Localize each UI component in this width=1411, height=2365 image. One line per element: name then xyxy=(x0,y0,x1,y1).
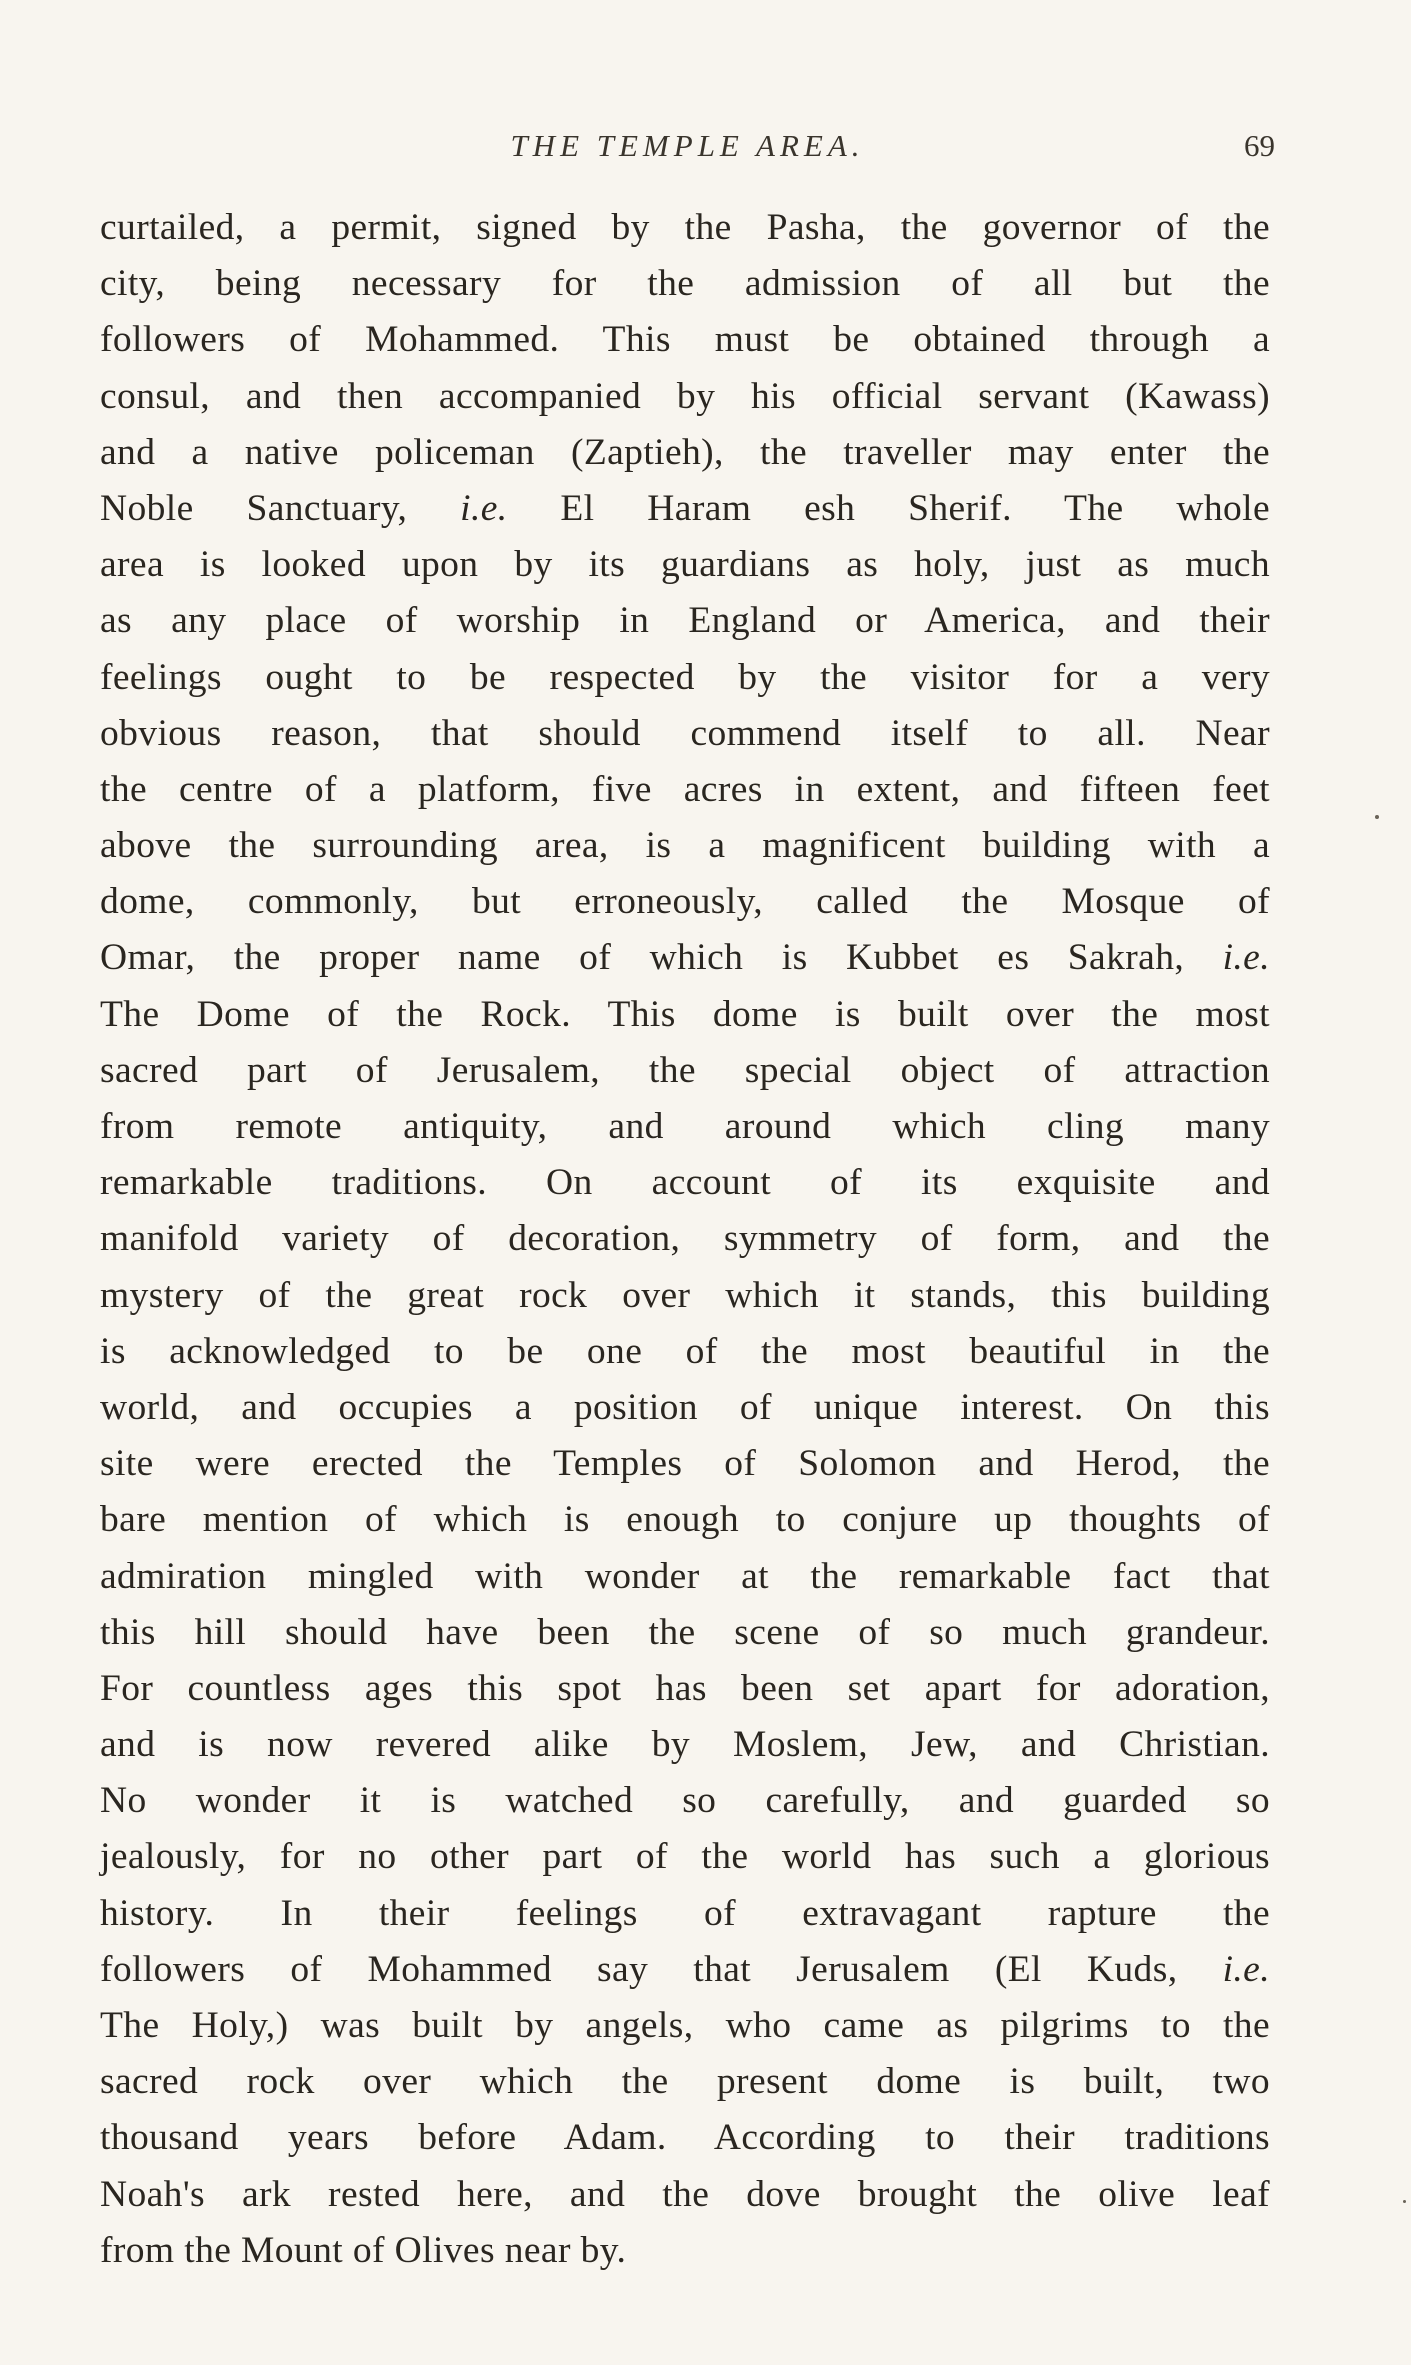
italic-abbreviation: i.e. xyxy=(460,487,508,529)
text-line xyxy=(100,1268,1270,1324)
text-line xyxy=(100,650,1270,706)
text-line xyxy=(100,2167,1270,2223)
text-line xyxy=(100,818,1270,874)
text-segment: followers of Mohammed. This must be obtained through a xyxy=(100,319,1270,361)
text-line xyxy=(100,1211,1270,1267)
text-segment: the centre of a platform, five acres in extent, and fifteen feet xyxy=(100,768,1270,810)
text-segment: jealously, for no other part of the world has such a glorious xyxy=(100,1836,1270,1878)
text-segment: curtailed, a permit, signed by the Pasha, the governor of the xyxy=(100,207,1270,248)
text-segment: sacred rock over which the present dome is built, two xyxy=(100,2061,1270,2103)
text-line xyxy=(100,1549,1270,1605)
text-line xyxy=(100,312,1270,368)
text-line xyxy=(100,1436,1270,1492)
text-segment: sacred part of Jerusalem, the special object of attraction xyxy=(100,1049,1270,1091)
text-segment: area is looked upon by its guardians as holy, just as much xyxy=(100,544,1270,586)
text-segment: The Dome of the Rock. This dome is built over the most xyxy=(100,993,1270,1035)
italic-abbreviation: i.e. xyxy=(1222,1948,1270,1990)
text-line xyxy=(100,1717,1270,1773)
text-segment: history. In their feelings of extravagant rapture the xyxy=(100,1892,1270,1934)
paper-speck xyxy=(1403,2200,1406,2203)
text-line xyxy=(100,1661,1270,1717)
text-segment: Noah's ark rested here, and the dove brought the olive leaf xyxy=(100,2173,1270,2215)
text-segment: world, and occupies a position of unique interest. On this xyxy=(100,1386,1270,1428)
text-line xyxy=(100,874,1270,930)
text-segment: is acknowledged to be one of the most beautiful in the xyxy=(100,1330,1270,1372)
text-segment: dome, commonly, but erroneously, called the Mosque of xyxy=(100,881,1270,923)
paper-speck xyxy=(1375,815,1379,819)
text-segment: from remote antiquity, and around which cling many xyxy=(100,1106,1270,1147)
text-line xyxy=(100,369,1270,425)
text-segment: and is now revered alike by Moslem, Jew, and Christian. xyxy=(100,1724,1270,1766)
text-line xyxy=(100,1829,1270,1885)
body-text xyxy=(100,200,1270,2279)
text-line xyxy=(100,1886,1270,1942)
text-segment: feelings ought to be respected by the visitor for a very xyxy=(100,656,1270,698)
text-segment: as any place of worship in England or America, and their xyxy=(100,600,1270,642)
text-line xyxy=(100,537,1270,593)
text-line xyxy=(100,2223,1270,2279)
text-segment: admiration mingled with wonder at the remarkable fact that xyxy=(100,1555,1270,1597)
italic-abbreviation: i.e. xyxy=(1222,937,1270,979)
text-segment: Noble Sanctuary, xyxy=(100,487,461,529)
text-line xyxy=(100,200,1270,256)
text-line xyxy=(100,1099,1270,1155)
text-line xyxy=(100,1605,1270,1661)
text-line xyxy=(100,256,1270,312)
text-segment: The Holy,) was built by angels, who came as pilgrims to the xyxy=(100,2005,1270,2046)
text-segment: bare mention of which is enough to conjure up thoughts of xyxy=(100,1499,1270,1541)
text-segment: consul, and then accompanied by his official servant (Kawass) xyxy=(100,375,1270,417)
text-line xyxy=(100,1998,1270,2054)
text-segment: city, being necessary for the admission of all but the xyxy=(100,263,1270,305)
text-line xyxy=(100,1380,1270,1436)
text-segment: mystery of the great rock over which it stands, this building xyxy=(100,1274,1270,1316)
running-title: THE TEMPLE AREA. xyxy=(510,128,865,163)
text-segment: No wonder it is watched so carefully, and guarded so xyxy=(100,1780,1270,1822)
text-line xyxy=(100,930,1270,986)
text-segment: El Haram esh Sherif. The whole xyxy=(507,487,1270,529)
text-segment: manifold variety of decoration, symmetry of form, and the xyxy=(100,1218,1270,1260)
text-line xyxy=(100,1942,1270,1998)
text-segment: above the surrounding area, is a magnificent building with a xyxy=(100,825,1270,867)
running-head xyxy=(100,128,1275,172)
text-line xyxy=(100,1155,1270,1211)
text-segment: For countless ages this spot has been set apart for adoration, xyxy=(100,1667,1270,1709)
text-line xyxy=(100,987,1270,1043)
text-line xyxy=(100,2054,1270,2110)
text-line xyxy=(100,1773,1270,1829)
text-segment: remarkable traditions. On account of its exquisite and xyxy=(100,1162,1270,1204)
page-number: 69 xyxy=(1244,128,1275,163)
text-segment: thousand years before Adam. According to their traditions xyxy=(100,2117,1270,2159)
text-segment: Omar, the proper name of which is Kubbet es Sakrah, xyxy=(100,937,1223,979)
text-line xyxy=(100,1043,1270,1099)
text-line xyxy=(100,706,1270,762)
text-line xyxy=(100,2110,1270,2166)
text-segment: from the Mount of Olives near by. xyxy=(100,2229,627,2271)
text-line xyxy=(100,425,1270,481)
text-segment: site were erected the Temples of Solomon and Herod, the xyxy=(100,1443,1270,1485)
text-line xyxy=(100,481,1270,537)
text-line xyxy=(100,593,1270,649)
text-segment: obvious reason, that should commend itself to all. Near xyxy=(100,712,1270,754)
text-line xyxy=(100,1492,1270,1548)
text-line xyxy=(100,1324,1270,1380)
text-segment: followers of Mohammed say that Jerusalem (El Kuds, xyxy=(100,1948,1223,1990)
text-segment: this hill should have been the scene of so much grandeur. xyxy=(100,1611,1270,1653)
text-segment: and a native policeman (Zaptieh), the traveller may enter the xyxy=(100,431,1270,473)
text-line xyxy=(100,762,1270,818)
